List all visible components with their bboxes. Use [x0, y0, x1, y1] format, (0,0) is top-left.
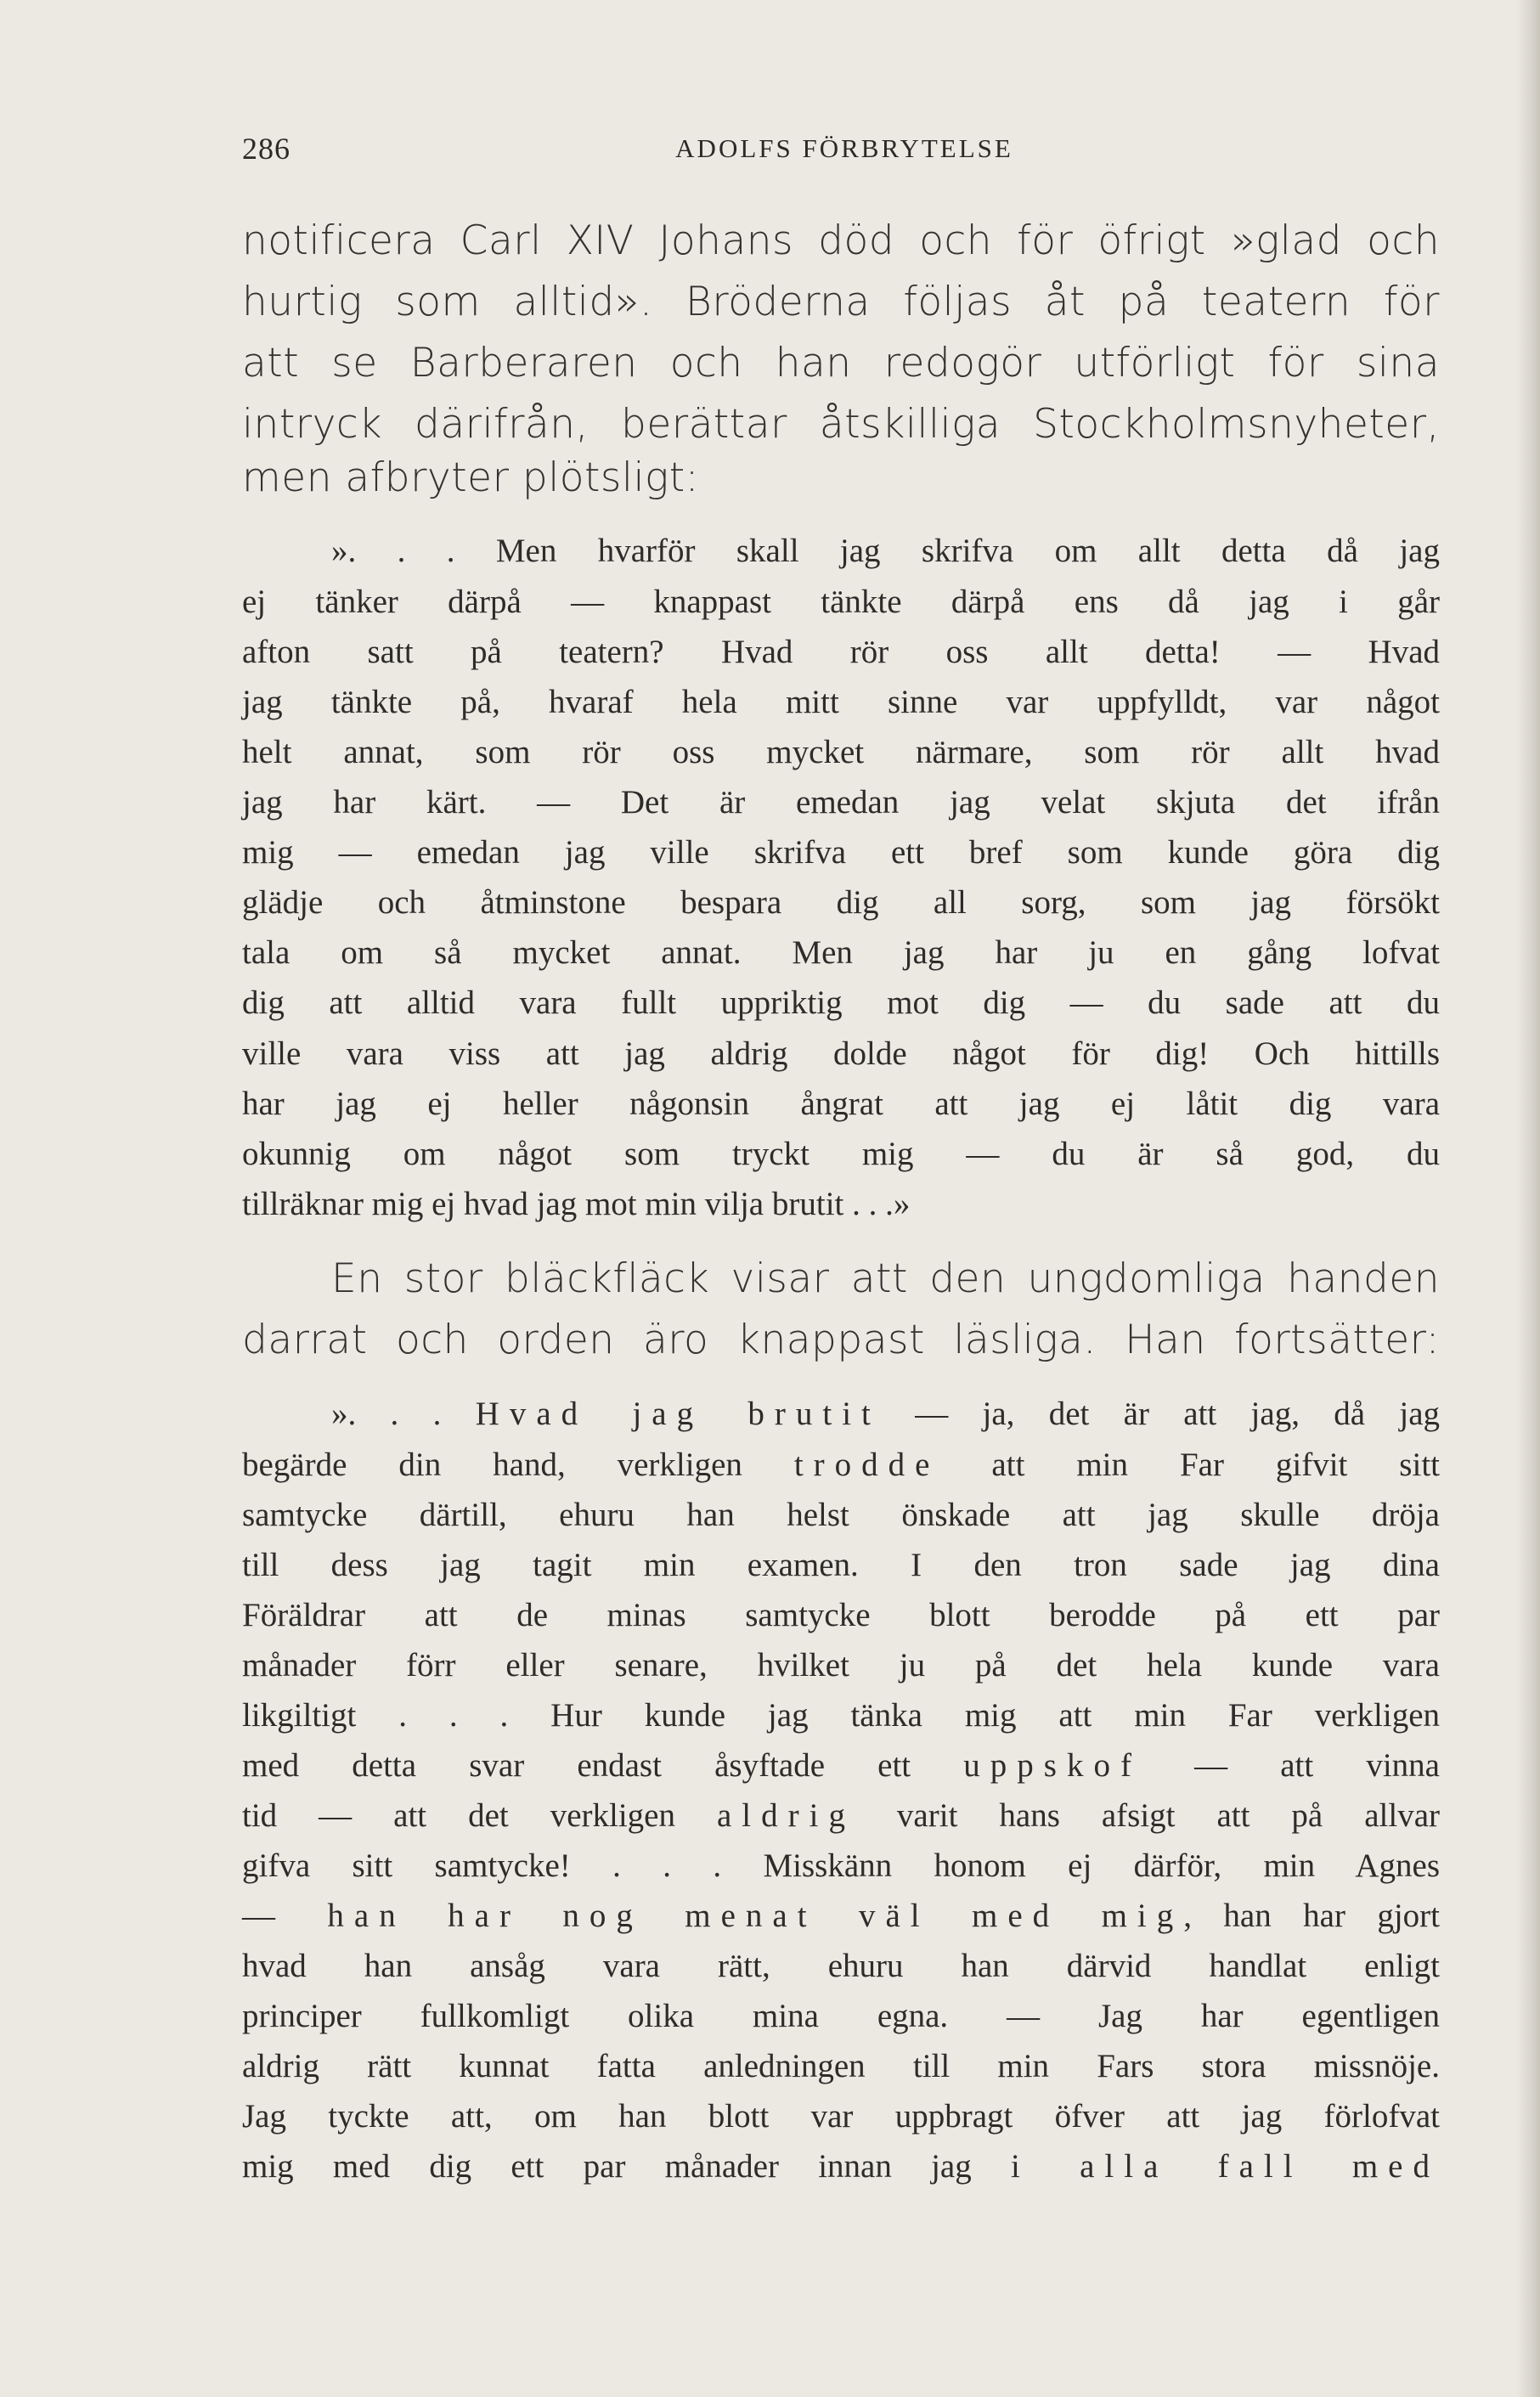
running-header [242, 130, 1447, 167]
letter-line: hvad han ansåg vara rätt, ehuru han därvid handlat enligt [242, 1948, 1440, 1984]
page-edge [1516, 0, 1540, 2397]
letter-text: med detta svar endast åsyftade ett [242, 1747, 964, 1784]
spaced-emphasis: i alla fall med [1011, 2148, 1440, 2185]
letter-line: månader förr eller senare, hvilket ju på det hela kunde vara [242, 1647, 1440, 1684]
letter-line: till dess jag tagit min examen. I den tron sade jag dina [242, 1547, 1440, 1583]
letter-text: varit hans afsigt att på allvar [855, 1797, 1441, 1834]
narrative-line: men afbryter plötsligt: [242, 454, 700, 501]
letter-line [242, 1745, 1440, 1787]
letter-line: Jag tyckte att, om han blott var uppbragt öfver att jag förlofvat [242, 2098, 1440, 2135]
letter-line: afton satt på teatern? Hvad rör oss allt detta! — Hvad [242, 634, 1440, 670]
letter-line: gifva sitt samtycke! . . . Misskänn honom ej därför, min Agnes [242, 1847, 1440, 1884]
letter-line [242, 1895, 1440, 1937]
letter-line: jag har kärt. — Det är emedan jag velat skjuta det ifrån [242, 784, 1440, 821]
narrative-line: att se Barberaren och han redogör utförligt för sina [242, 340, 1440, 386]
letter-text: mig med dig ett par månader innan jag [242, 2148, 1011, 2185]
letter-line: likgiltigt . . . Hur kunde jag tänka mig att min Far verkligen [242, 1697, 1440, 1734]
letter-line: samtycke därtill, ehuru han helst önskade att jag skulle dröja [242, 1497, 1440, 1533]
letter-text: — att vinna [1141, 1747, 1440, 1784]
spaced-emphasis: aldrig [716, 1797, 855, 1834]
letter-line: ». . . Men hvarför skall jag skrifva om allt detta då jag [331, 533, 1440, 569]
letter-line: dig att alltid vara fullt uppriktig mot dig — du sade att du [242, 984, 1440, 1021]
narrative-line: darrat och orden äro knappast läsliga. Han fortsätter: [242, 1317, 1440, 1363]
letter-line: aldrig rätt kunnat fatta anledningen till min Fars stora missnöje. [242, 2048, 1440, 2084]
narrative-line: En stor bläckfläck visar att den ungdomliga handen [331, 1255, 1440, 1302]
letter-line [242, 2146, 1440, 2188]
narrative-line: hurtig som alltid». Bröderna följas åt på teatern för [242, 279, 1440, 325]
spaced-emphasis: trodde [793, 1447, 940, 1483]
narrative-line: notificera Carl XIV Johans död och för öfrigt »glad och [242, 217, 1440, 264]
letter-text: — ja, det är att jag, då jag [880, 1396, 1441, 1432]
letter-line: helt annat, som rör oss mycket närmare, som rör allt hvad [242, 734, 1440, 770]
letter-line: har jag ej heller någonsin ångrat att jag ej låtit dig vara [242, 1086, 1440, 1122]
letter-line [242, 1444, 1440, 1486]
spaced-emphasis: Hvad jag brutit [475, 1396, 881, 1432]
letter-line: tala om så mycket annat. Men jag har ju en gång lofvat [242, 934, 1440, 971]
letter-text: ». . . [331, 1396, 476, 1432]
letter-text: tid — att det verkligen [242, 1797, 717, 1834]
letter-line: ville vara viss att jag aldrig dolde något för dig! Och hittills [242, 1035, 1440, 1072]
letter-line: ej tänker därpå — knappast tänkte därpå ens då jag i går [242, 584, 1440, 620]
letter-line: glädje och åtminstone bespara dig all sorg, som jag försökt [242, 884, 1440, 921]
narrative-line: intryck därifrån, berättar åtskilliga Stockholmsnyheter, [242, 401, 1440, 448]
spaced-emphasis: — han har nog menat väl med mig [242, 1898, 1184, 1934]
spaced-emphasis: uppskof [963, 1747, 1142, 1784]
letter-line: tillräknar mig ej hvad jag mot min vilja brutit . . .» [242, 1186, 911, 1222]
letter-text: , han har gjort [1183, 1898, 1440, 1934]
letter-line [242, 1795, 1440, 1837]
letter-line: Föräldrar att de minas samtycke blott berodde på ett par [242, 1597, 1440, 1633]
letter-line: principer fullkomligt olika mina egna. — Jag har egentligen [242, 1998, 1440, 2034]
letter-line [331, 1393, 1440, 1435]
running-title: ADOLFS FÖRBRYTELSE [675, 133, 1013, 163]
letter-line: jag tänkte på, hvaraf hela mitt sinne var uppfylldt, var något [242, 684, 1440, 720]
letter-text: att min Far gifvit sitt [939, 1447, 1440, 1483]
letter-line: mig — emedan jag ville skrifva ett bref som kunde göra dig [242, 834, 1440, 871]
page-number: 286 [242, 132, 291, 166]
letter-text: begärde din hand, verkligen [242, 1447, 794, 1483]
letter-line: okunnig om något som tryckt mig — du är så god, du [242, 1136, 1440, 1172]
